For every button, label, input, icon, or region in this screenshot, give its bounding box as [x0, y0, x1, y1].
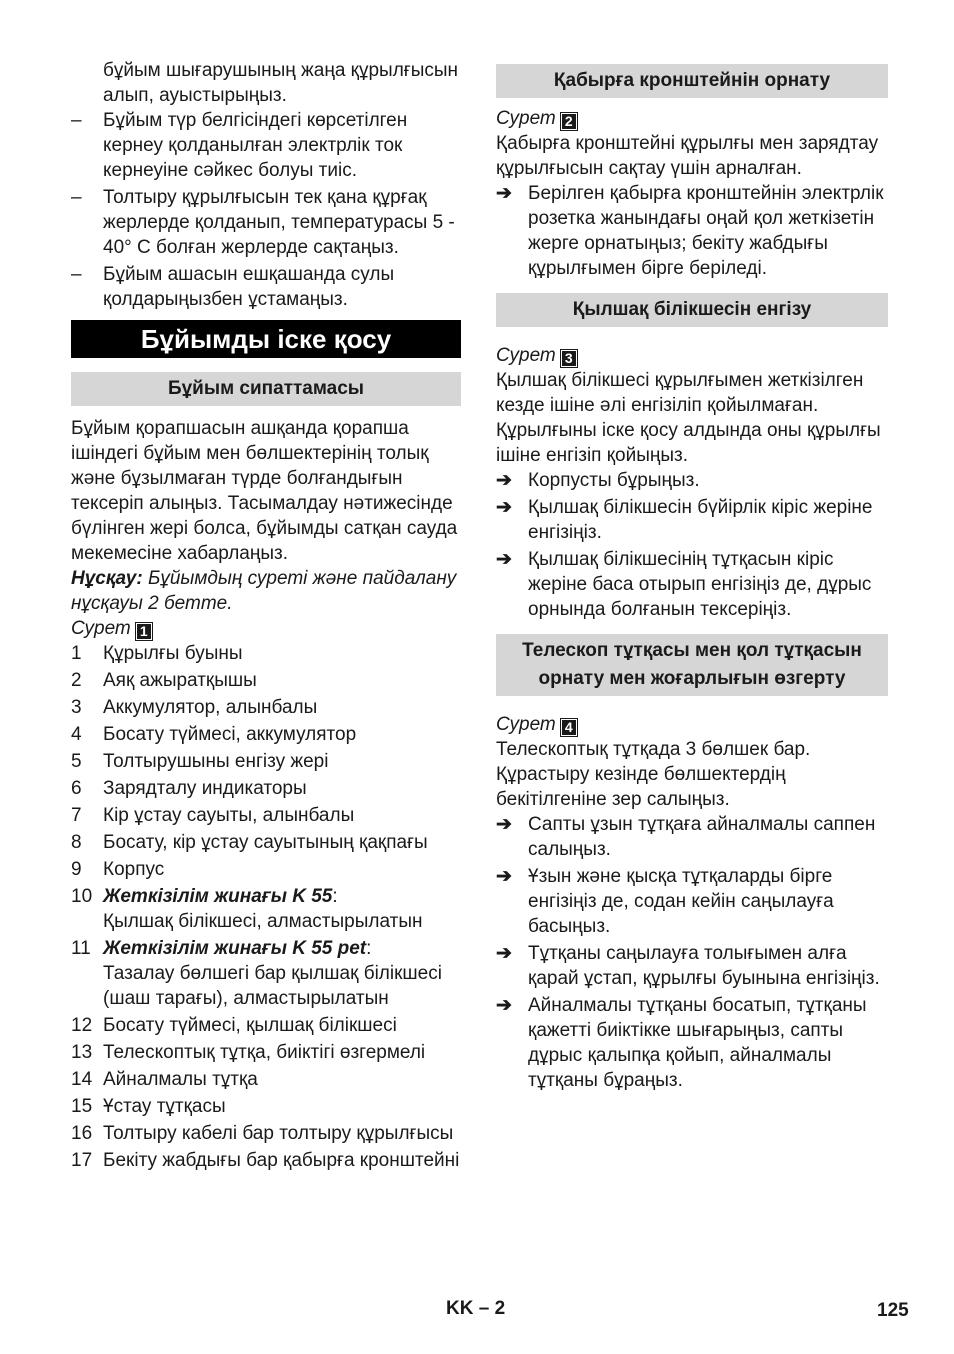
figure-reference — [496, 343, 888, 368]
item-number: 9 — [71, 859, 82, 880]
item-bold-label: Жеткізілім жинағы K 55 — [103, 886, 333, 907]
figure-reference — [496, 106, 888, 131]
item-number: 4 — [71, 724, 82, 745]
list-item — [71, 1121, 461, 1146]
item-number: 16 — [71, 1123, 93, 1144]
figure-reference — [71, 616, 461, 641]
arrow-icon: ➔ — [496, 814, 512, 835]
item-number: 17 — [71, 1150, 93, 1171]
brush-roller-steps — [496, 468, 888, 622]
list-item — [71, 1094, 461, 1119]
item-text: Бекіту жабдығы бар қабырға кронштейні — [103, 1150, 460, 1171]
item-bold-label: Жеткізілім жинағы K 55 pet — [103, 938, 367, 959]
item-number: 14 — [71, 1069, 93, 1090]
figure-label: Сурет — [496, 108, 556, 129]
step-item — [496, 812, 888, 862]
item-text: Тазалау бөлшегі бар қылшақ білікшесі (шаш тарағы), алмастырылатын — [103, 963, 442, 1009]
item-text: Корпус — [103, 859, 165, 880]
item-number: 11 — [71, 938, 91, 959]
step-item — [496, 547, 888, 622]
step-item — [496, 941, 888, 991]
note-label: Нұсқау: — [71, 568, 143, 589]
dash-marker: – — [71, 187, 82, 208]
step-text: Корпусты бұрыңыз. — [528, 470, 700, 491]
arrow-icon: ➔ — [496, 943, 512, 964]
item-number: 1 — [71, 643, 82, 664]
footer-language-page: KK – 2 — [446, 1298, 506, 1319]
list-item — [71, 803, 461, 828]
step-text: Қылшақ білікшесінің тұтқасын кіріс жеріне баса отырып енгізіңіз де, дұрыс орнында болғанын тексеріңіз. — [528, 549, 872, 620]
subsection-title-description: Бұйым сипаттамасы — [71, 372, 461, 406]
item-number: 6 — [71, 778, 82, 799]
list-item — [71, 776, 461, 801]
step-item — [496, 864, 888, 939]
description-paragraph: Бұйым қорапшасын ашқанда қорапша ішіндегі бұйым мен бөлшектерінің толық және бұзылмаған түрде болғандығын тексеріп алыңыз. Тасымалдау нәтижесінде бүлінген жері болса, бұйымды сатқан сауда мекемесіне хабарлаңыз. — [71, 418, 458, 564]
step-text: Сапты ұзын тұтқаға айналмалы саппен салыңыз. — [528, 814, 876, 860]
item-text: Толтырушыны енгізу жері — [103, 751, 329, 772]
list-item — [71, 1148, 461, 1173]
figure-label: Сурет — [496, 345, 556, 366]
telescopic-handle-text: Телескоптық тұтқада 3 бөлшек бар. Құрастыру кезінде бөлшектердің бекітілгеніне зер салыңыз. — [496, 739, 811, 810]
item-number: 7 — [71, 805, 82, 826]
item-text: Айналмалы тұтқа — [103, 1069, 258, 1090]
figure-number-badge: 1 — [135, 622, 153, 641]
subsection-title-telescopic-handle: Телескоп тұтқасы мен қол тұтқасын орнату мен жоғарлығын өзгерту — [496, 634, 888, 696]
arrow-icon: ➔ — [496, 866, 512, 887]
list-item — [71, 830, 461, 855]
bullet-item — [71, 185, 461, 260]
arrow-icon: ➔ — [496, 497, 512, 518]
list-item — [71, 722, 461, 747]
item-text: Аккумулятор, алынбалы — [103, 697, 318, 718]
bullet-text: Бұйым түр белгісіндегі көрсетілген кернеу қолданылған электрлік ток кернеуіне сәйкес болуы тиіс. — [103, 110, 408, 181]
wall-bracket-steps — [496, 181, 888, 281]
list-item — [71, 1013, 461, 1038]
bullet-text: Толтыру құрылғысын тек қана құрғақ жерлерде қолданып, температурасы 5 - 40° С болған жерлерде сақтаңыз. — [103, 187, 455, 258]
left-column — [71, 58, 461, 1175]
intro-continuation: бұйым шығарушының жаңа құрылғысын алып, ауыстырыңыз. — [103, 60, 459, 106]
note-text: Бұйымдың суреті және пайдалану нұсқауы 2 бетте. — [71, 568, 457, 614]
arrow-icon: ➔ — [496, 470, 512, 491]
item-number: 5 — [71, 751, 82, 772]
figure-reference — [496, 712, 888, 737]
list-item — [71, 668, 461, 693]
item-text: Зарядталу индикаторы — [103, 778, 307, 799]
list-item — [71, 695, 461, 720]
list-item — [71, 1040, 461, 1065]
step-item — [496, 993, 888, 1093]
figure-label: Сурет — [71, 618, 131, 639]
list-item — [71, 884, 461, 934]
item-number: 15 — [71, 1096, 93, 1117]
brush-roller-text: Қылшақ білікшесі құрылғымен жеткізілген кезде ішіне әлі енгізіліп қойылмаған. Құрылғыны іске қосу алдында оны құрылғы ішіне енгізіп қойыңыз. — [496, 370, 881, 466]
step-item — [496, 495, 888, 545]
item-number: 3 — [71, 697, 82, 718]
wall-bracket-text: Қабырға кронштейні құрылғы мен зарядтау құрылғысын сақтау үшін арналған. — [496, 133, 879, 179]
telescopic-handle-steps — [496, 812, 888, 1093]
parts-list — [71, 641, 461, 882]
item-text: Аяқ ажыратқышы — [103, 670, 257, 691]
bullet-item — [71, 108, 461, 183]
list-item — [71, 1067, 461, 1092]
note — [71, 566, 461, 616]
figure-number-badge: 2 — [560, 112, 578, 131]
figure-number-badge: 4 — [560, 718, 578, 737]
list-item — [71, 936, 461, 1011]
item-number: 13 — [71, 1042, 93, 1063]
dash-marker: – — [71, 110, 82, 131]
bullet-item — [71, 262, 461, 312]
step-text: Ұзын және қысқа тұтқаларды бірге енгізіңіз де, содан кейін саңылауға басыңыз. — [528, 866, 834, 937]
subsection-title-brush-roller: Қылшақ білікшесін енгізу — [496, 293, 888, 327]
item-colon: : — [332, 886, 338, 907]
item-text: Босату түймесі, аккумулятор — [103, 724, 357, 745]
right-column — [496, 64, 888, 1095]
step-text: Айналмалы тұтқаны босатып, тұтқаны қажетті биіктікке шығарыңыз, сапты дұрыс қалыпқа қойып, айналмалы тұтқаны бұраңыз. — [528, 995, 867, 1091]
item-text: Босату түймесі, қылшақ білікшесі — [103, 1015, 397, 1036]
arrow-icon: ➔ — [496, 183, 512, 204]
arrow-icon: ➔ — [496, 995, 512, 1016]
step-text: Берілген қабырға кронштейнін электрлік розетка жанындағы оңай қол жеткізетін жерге орнатыңыз; бекіту жабдығы құрылғымен бірге беріледі. — [528, 183, 884, 279]
section-title: Бұйымды іске қосу — [71, 320, 461, 358]
item-number: 8 — [71, 832, 82, 853]
item-text: Кір ұстау сауыты, алынбалы — [103, 805, 355, 826]
step-item — [496, 181, 888, 281]
subsection-title-wall-bracket: Қабырға кронштейнін орнату — [496, 64, 888, 98]
figure-number-badge: 3 — [560, 349, 578, 368]
step-text: Тұтқаны саңылауға толығымен алға қарай ұстап, құрылғы буынына енгізіңіз. — [528, 943, 880, 989]
item-number: 12 — [71, 1015, 93, 1036]
bullet-text: Бұйым ашасын ешқашанда сулы қолдарыңызбен ұстамаңыз. — [103, 264, 395, 310]
list-item — [71, 641, 461, 666]
safety-list — [71, 108, 461, 312]
list-item — [71, 857, 461, 882]
item-number: 2 — [71, 670, 82, 691]
item-number: 10 — [71, 886, 93, 907]
figure-label: Сурет — [496, 714, 556, 735]
list-item — [71, 749, 461, 774]
item-text: Толтыру кабелі бар толтыру құрылғысы — [103, 1123, 454, 1144]
page-number: 125 — [877, 1300, 909, 1321]
parts-list-continued — [71, 1013, 461, 1173]
step-text: Қылшақ білікшесін бүйірлік кіріс жеріне енгізіңіз. — [528, 497, 873, 543]
item-text: Қылшақ білікшесі, алмастырылатын — [103, 911, 423, 932]
item-text: Телескоптық тұтқа, биіктігі өзгермелі — [103, 1042, 426, 1063]
dash-marker: – — [71, 264, 82, 285]
step-item — [496, 468, 888, 493]
item-text: Құрылғы буыны — [103, 643, 243, 664]
item-colon: : — [366, 938, 372, 959]
item-text: Ұстау тұтқасы — [103, 1096, 226, 1117]
item-text: Босату, кір ұстау сауытының қақпағы — [103, 832, 428, 853]
arrow-icon: ➔ — [496, 549, 512, 570]
